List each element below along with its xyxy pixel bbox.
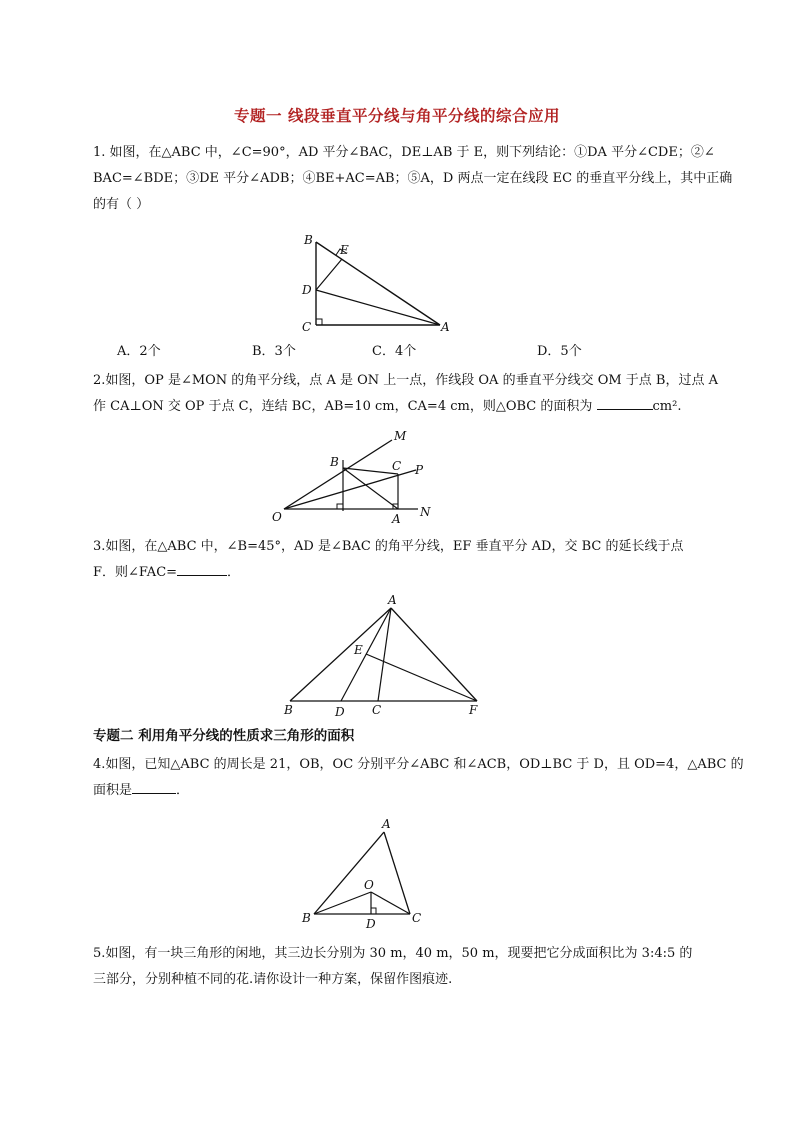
- question-1: [93, 140, 733, 218]
- fig1-segment-ab: [316, 242, 440, 325]
- fig1-segment-de: [316, 259, 342, 290]
- fig3-segment-ac: [378, 608, 391, 701]
- fig3-label-c: C: [372, 703, 382, 717]
- question-3: [93, 534, 703, 586]
- question-5: [93, 941, 703, 993]
- fig1-label-a: A: [441, 320, 450, 334]
- fig3-label-f: F: [469, 703, 478, 717]
- fig2-label-n: N: [420, 505, 431, 519]
- fig3-segment-ef: [366, 654, 477, 701]
- question-1-line-2: BAC=∠BDE；③DE 平分∠ADB；④BE+AC=AB；⑤A，D 两点一定在线段 EC 的垂直平分线上，其中正确: [93, 171, 733, 186]
- page-title: 专题一 线段垂直平分线与角平分线的综合应用: [234, 106, 560, 125]
- figure-4: [296, 816, 436, 931]
- figure-1: [290, 228, 460, 338]
- question-5-line-2: 三部分，分别种植不同的花.请你设计一种方案，保留作图痕迹.: [93, 972, 453, 987]
- fig4-label-c: C: [412, 911, 422, 925]
- fig3-segment-ab: [290, 608, 391, 701]
- question-2-line-2: [93, 394, 703, 420]
- question-5-line-1: 5.如图，有一块三角形的闲地，其三边长分别为 30 m，40 m，50 m，现要把它分成面积比为 3:4:5 的: [93, 946, 693, 961]
- question-1-line-1: 1. 如图，在△ABC 中，∠C=90°，AD 平分∠BAC，DE⊥AB 于 E，则下列结论：①DA 平分∠CDE；②∠: [93, 145, 715, 160]
- question-4-end: ．: [176, 783, 190, 798]
- fig3-label-d: D: [335, 705, 345, 719]
- question-3-line-1: 3.如图，在△ABC 中，∠B=45°，AD 是∠BAC 的角平分线，EF 垂直平分 AD，交 BC 的延长线于点: [93, 539, 684, 554]
- question-4: [93, 752, 744, 804]
- option-a: A．2个: [117, 344, 161, 359]
- question-4-line-1: 4.如图，已知△ABC 的周长是 21，OB，OC 分别平分∠ABC 和∠ACB，OD⊥BC 于 D，且 OD=4，△ABC 的: [93, 757, 744, 772]
- question-2-unit: cm².: [652, 399, 682, 414]
- question-2-line-1: 2.如图，OP 是∠MON 的角平分线，点 A 是 ON 上一点，作线段 OA 的垂直平分线交 OM 于点 B，过点 A: [93, 373, 719, 388]
- fig4-label-o: O: [364, 878, 374, 892]
- fig1-segment-da: [316, 290, 440, 325]
- fig2-ray-om: [284, 440, 392, 509]
- fig3-label-b: B: [284, 703, 293, 717]
- question-1-line-3: 的有（ ）: [93, 197, 150, 212]
- option-b: B．3个: [252, 344, 296, 359]
- answer-blank: [132, 779, 176, 794]
- answer-blank: [597, 395, 653, 410]
- option-c: C．4个: [372, 344, 417, 359]
- fig2-label-b: B: [330, 455, 339, 469]
- answer-blank: [177, 561, 227, 576]
- question-4-line-2: [93, 778, 703, 804]
- figure-3: [280, 590, 490, 720]
- fig1-right-angle-c: [316, 319, 322, 325]
- fig2-segment-bc: [343, 468, 398, 474]
- question-2-line-2-text: 作 CA⊥ON 交 OP 于点 C，连结 BC，AB=10 cm，CA=4 cm，则△OBC 的面积为: [93, 399, 597, 414]
- fig1-label-e: E: [340, 243, 349, 257]
- section-2-heading: 专题二 利用角平分线的性质求三角形的面积: [93, 728, 355, 744]
- fig4-right-angle-d: [371, 908, 376, 914]
- fig1-label-b: B: [304, 233, 313, 247]
- question-4-line-2-text: 面积是: [93, 783, 133, 798]
- fig2-label-o: O: [272, 510, 282, 524]
- fig2-right-angle-mid: [337, 504, 343, 509]
- fig2-label-c: C: [392, 459, 402, 473]
- fig4-label-d: D: [366, 917, 376, 931]
- fig1-label-d: D: [302, 283, 312, 297]
- question-2: [93, 368, 719, 420]
- fig3-segment-af: [391, 608, 477, 701]
- fig4-label-b: B: [302, 911, 311, 925]
- question-3-end: ．: [227, 565, 241, 580]
- fig2-label-p: P: [415, 463, 424, 477]
- figure-2: [268, 426, 438, 526]
- question-3-line-2-text: F．则∠FAC=: [93, 565, 178, 580]
- question-3-line-2: [93, 560, 703, 586]
- fig3-label-a: A: [388, 593, 397, 607]
- option-d: D．5个: [537, 344, 582, 359]
- fig2-label-m: M: [394, 429, 407, 443]
- fig3-label-e: E: [354, 643, 363, 657]
- fig1-label-c: C: [302, 320, 312, 334]
- fig2-label-a: A: [392, 512, 401, 526]
- fig4-label-a: A: [382, 817, 391, 831]
- fig4-segment-ab: [314, 832, 384, 914]
- fig2-ray-op: [284, 470, 416, 509]
